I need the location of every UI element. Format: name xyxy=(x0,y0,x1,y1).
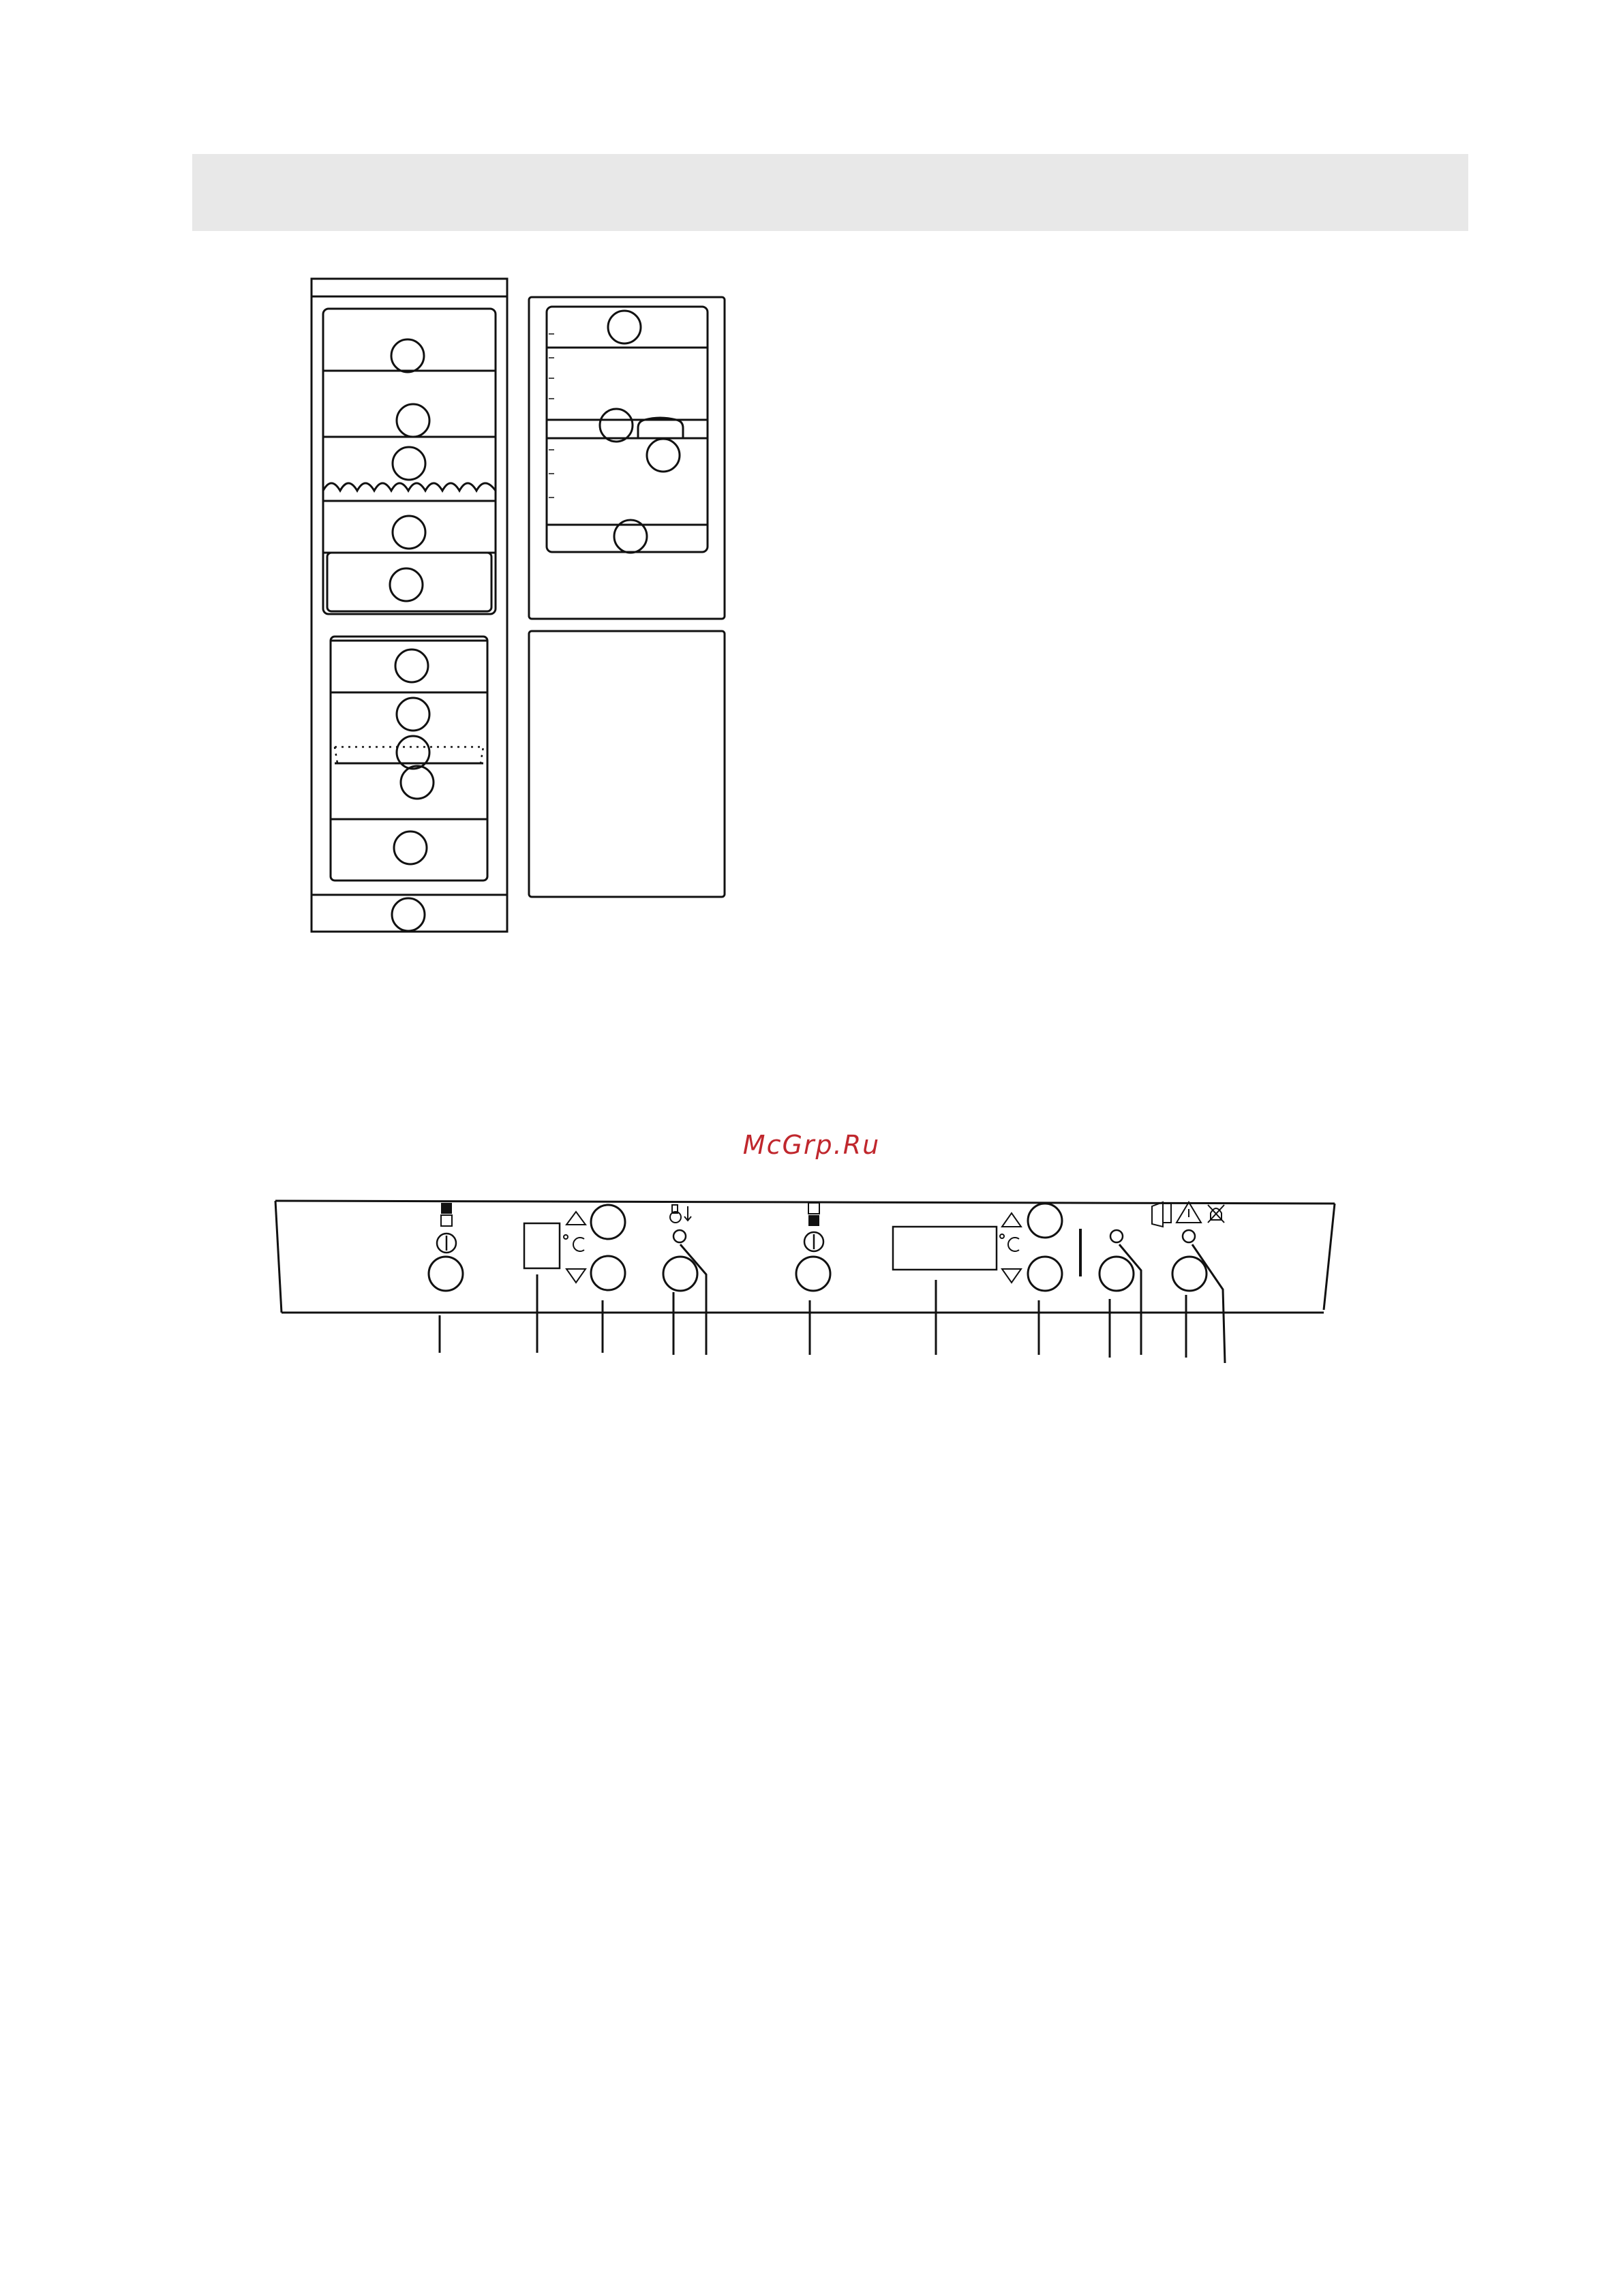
fridge-controls xyxy=(429,1203,697,1291)
freezer-indicator-icon xyxy=(808,1215,819,1226)
watermark-text: McGrp.Ru xyxy=(742,1130,881,1160)
power-icon xyxy=(804,1232,823,1251)
super-freeze-light xyxy=(1110,1230,1123,1242)
door-open-icon xyxy=(1152,1202,1171,1227)
alarm-mute-icon xyxy=(1208,1205,1224,1223)
alarm-icon xyxy=(1177,1202,1201,1223)
temp-down-icon xyxy=(1002,1269,1021,1283)
alarm-reset-button[interactable] xyxy=(1172,1257,1207,1291)
super-freeze-button[interactable] xyxy=(1099,1257,1134,1291)
freezer-temp-display xyxy=(893,1227,997,1270)
temp-down-icon xyxy=(566,1269,586,1283)
temp-up-icon xyxy=(1002,1213,1021,1227)
alarm-light xyxy=(1183,1230,1195,1242)
freezer-power-button[interactable] xyxy=(796,1257,830,1291)
fridge-temp-up-button[interactable] xyxy=(591,1205,625,1239)
fridge-temp-down-button[interactable] xyxy=(591,1256,625,1290)
freezer-temp-up-button[interactable] xyxy=(1028,1204,1062,1238)
temp-up-icon xyxy=(566,1212,586,1225)
power-icon xyxy=(437,1234,456,1253)
fridge-indicator-icon xyxy=(441,1203,452,1214)
freezer-controls xyxy=(796,1202,1224,1291)
fridge-indicator-light xyxy=(673,1230,686,1242)
thermometer-icon xyxy=(670,1205,691,1223)
fridge-power-button[interactable] xyxy=(429,1257,463,1291)
fridge-temp-display xyxy=(524,1223,560,1268)
freezer-temp-down-button[interactable] xyxy=(1028,1257,1062,1291)
super-cool-button[interactable] xyxy=(663,1257,697,1291)
panel-outline xyxy=(275,1201,1335,1313)
leader-lines xyxy=(440,1244,1225,1363)
